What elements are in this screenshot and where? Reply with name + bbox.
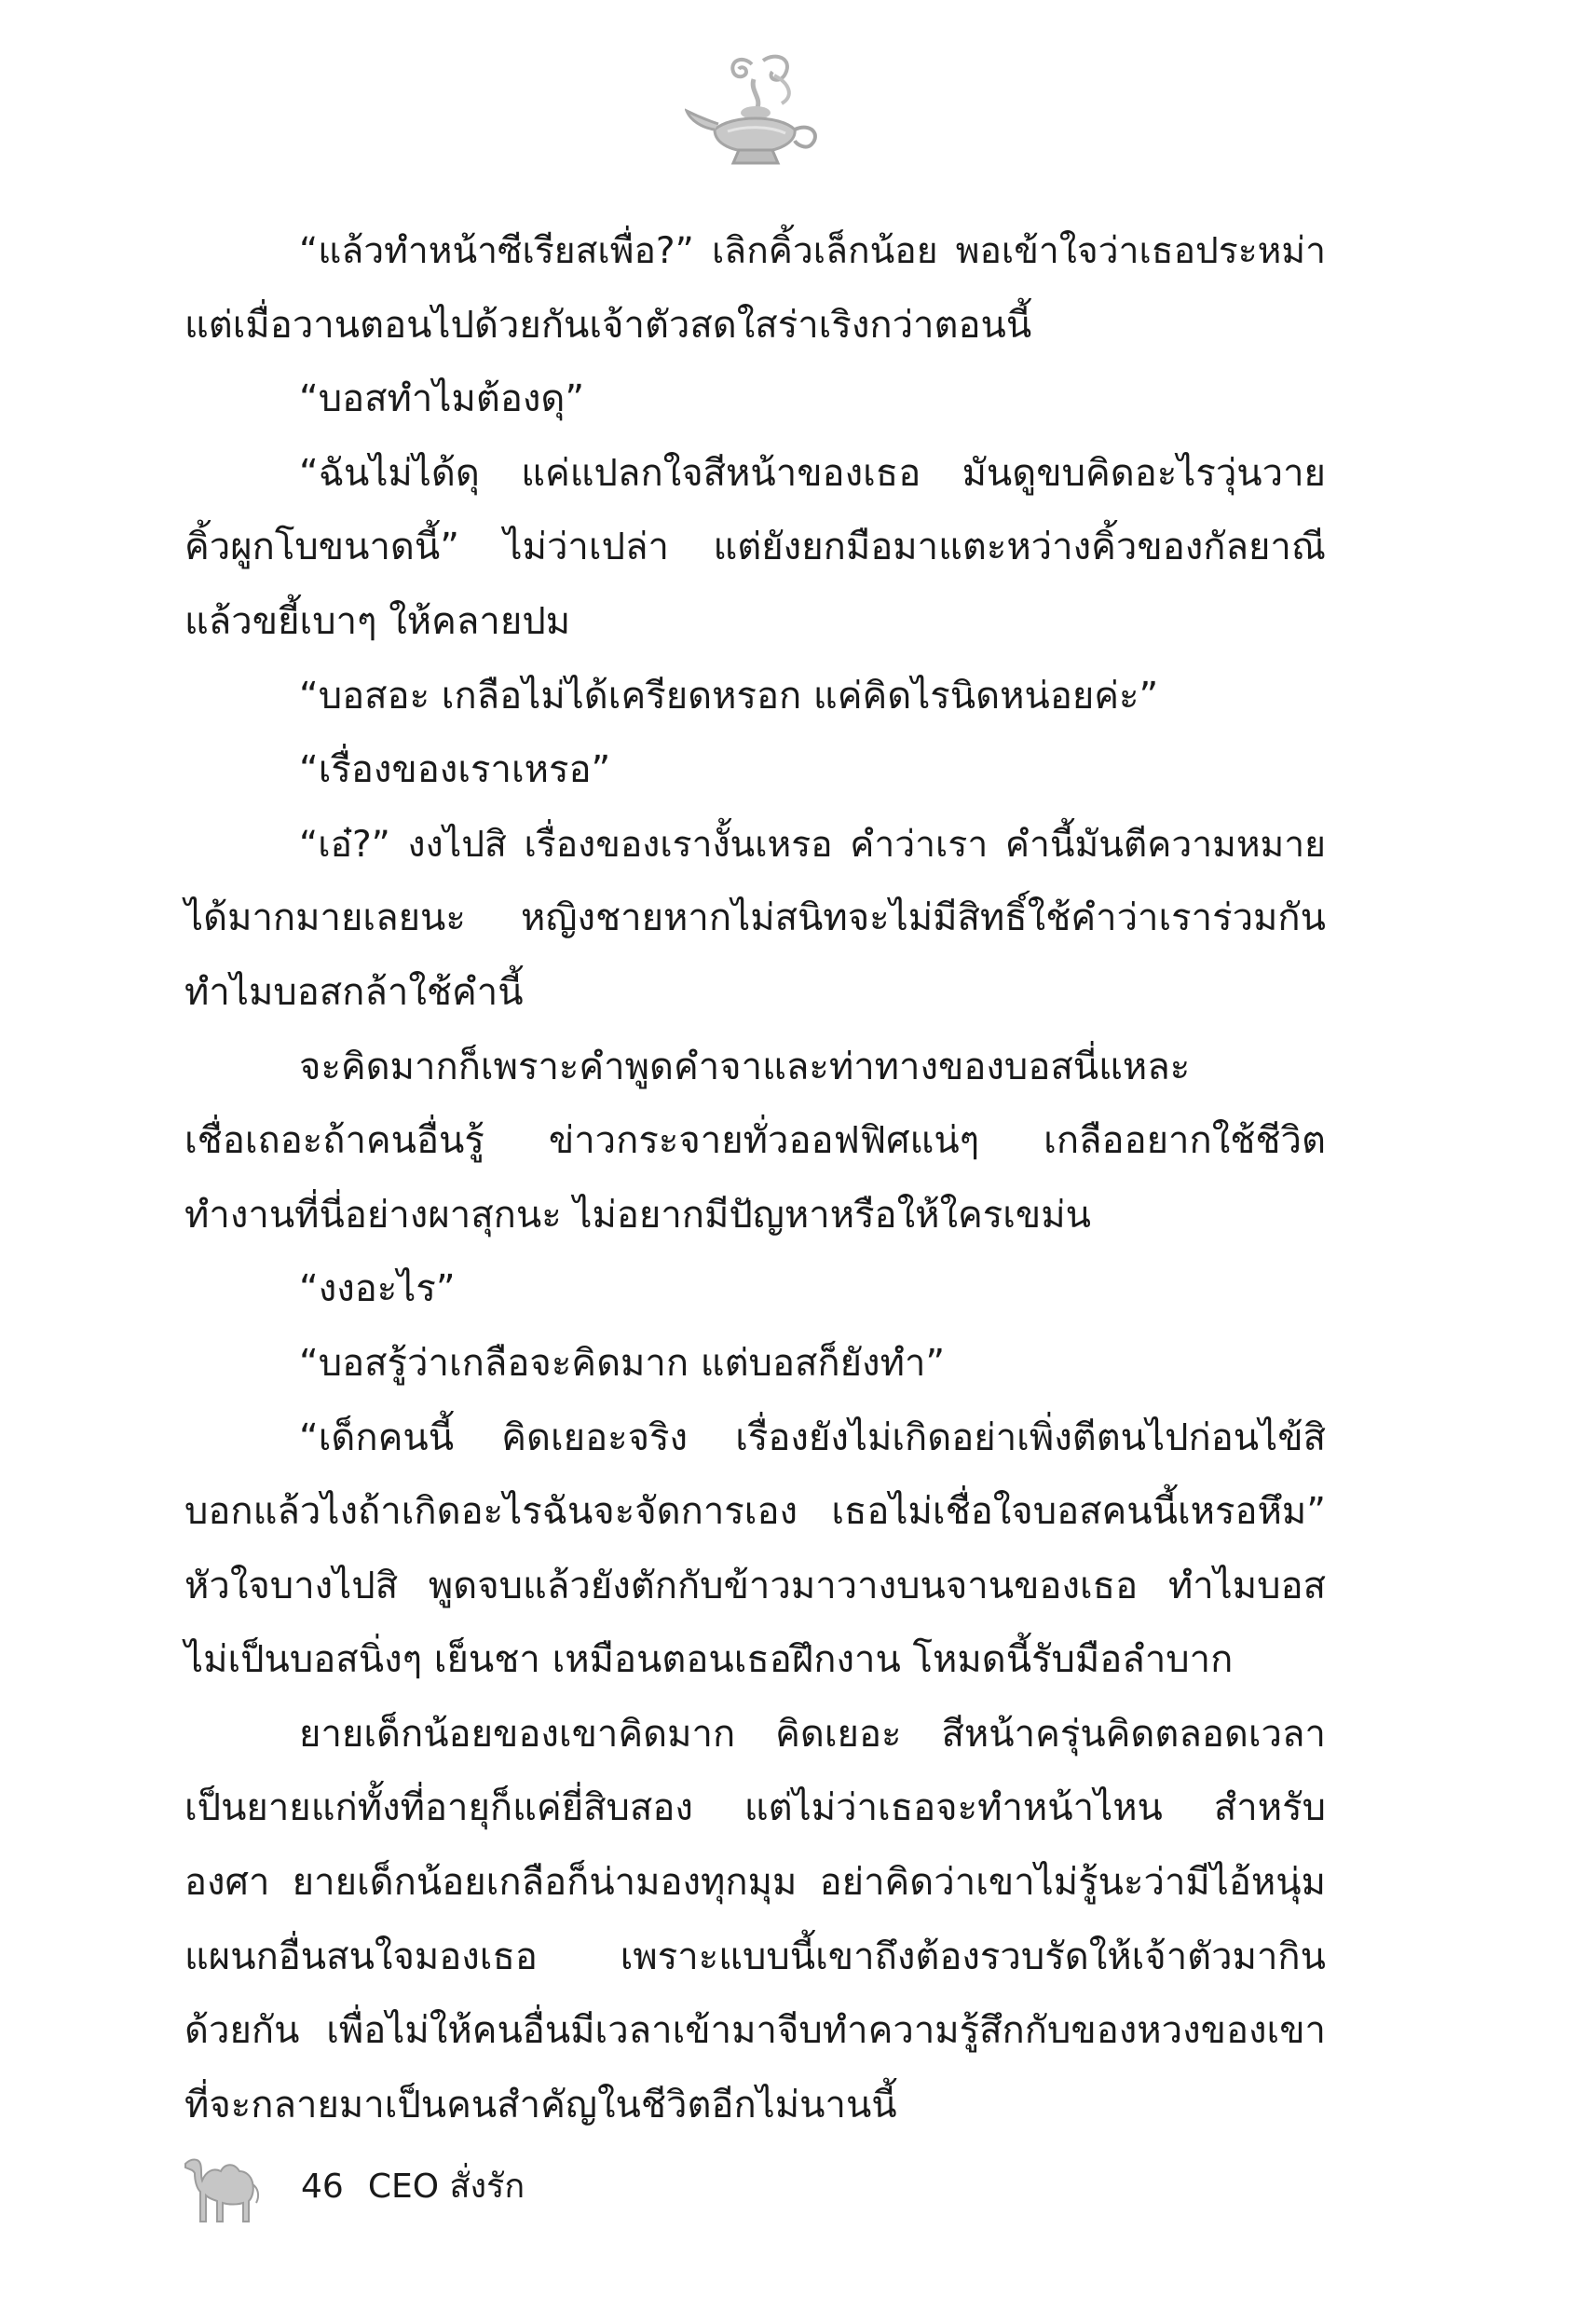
text-line: เชื่อเถอะถ้าคนอื่นรู้ ข่าวกระจายทั่วออฟฟิศแน่ๆ เกลืออยากใช้ชีวิต: [184, 1119, 1326, 1163]
text-line: แต่เมื่อวานตอนไปด้วยกันเจ้าตัวสดใสร่าเริงกว่าตอนนี้: [184, 303, 1032, 347]
book-title: CEO สั่งรัก: [367, 2167, 525, 2206]
text-line: ยายเด็กน้อยของเขาคิดมาก คิดเยอะ สีหน้าครุ่นคิดตลอดเวลา: [299, 1712, 1326, 1756]
text-line: องศา ยายเด็กน้อยเกลือก็น่ามองทุกมุม อย่าคิดว่าเขาไม่รู้นะว่ามีไอ้หนุ่ม: [184, 1861, 1326, 1905]
text-line: บอกแล้วไงถ้าเกิดอะไรฉันจะจัดการเอง เธอไม่เชื่อใจบอสคนนี้เหรอหึม”: [184, 1490, 1326, 1534]
page-number: 46: [301, 2167, 344, 2206]
footer-label: [301, 2164, 525, 2210]
text-line: “งงอะไร”: [299, 1267, 456, 1311]
text-line: แล้วขยี้เบาๆ ให้คลายปม: [184, 599, 571, 643]
text-line: “เรื่องของเราเหรอ”: [299, 748, 611, 792]
text-line: จะคิดมากก็เพราะคำพูดคำจาและท่าทางของบอสนี่แหละ: [299, 1045, 1191, 1088]
text-line: ทำไมบอสกล้าใช้คำนี้: [184, 970, 524, 1014]
text-line: ไม่เป็นบอสนิ่งๆ เย็นชา เหมือนตอนเธอฝึกงาน โหมดนี้รับมือลำบาก: [184, 1638, 1234, 1682]
text-line: “เด็กคนนี้ คิดเยอะจริง เรื่องยังไม่เกิดอย่าเพิ่งตีตนไปก่อนไข้สิ: [299, 1415, 1326, 1459]
text-line: คิ้วผูกโบขนาดนี้” ไม่ว่าเปล่า แต่ยังยกมือมาแตะหว่างคิ้วของกัลยาณี: [184, 526, 1326, 569]
text-line: ทำงานที่นี่อย่างผาสุกนะ ไม่อยากมีปัญหาหรือให้ใครเขม่น: [184, 1193, 1091, 1237]
page-footer: [182, 2143, 834, 2227]
text-line: ได้มากมายเลยนะ หญิงชายหากไม่สนิทจะไม่มีสิทธิ์ใช้คำว่าเราร่วมกัน: [184, 896, 1326, 940]
text-line: “เอ๋?” งงไปสิ เรื่องของเรางั้นเหรอ คำว่าเรา คำนี้มันตีความหมาย: [299, 823, 1326, 866]
text-line: หัวใจบางไปสิ พูดจบแล้วยังตักกับข้าวมาวางบนจานของเธอ ทำไมบอส: [184, 1564, 1326, 1607]
text-line: แผนกอื่นสนใจมองเธอ เพราะแบบนี้เขาถึงต้องรวบรัดให้เจ้าตัวมากิน: [184, 1935, 1326, 1978]
text-line: “แล้วทำหน้าซีเรียสเพื่อ?” เลิกคิ้วเล็กน้อย พอเข้าใจว่าเธอประหม่า: [299, 230, 1326, 272]
genie-lamp-icon: [685, 51, 825, 172]
text-line: “บอสทำไมต้องดุ”: [299, 377, 585, 421]
text-line: ที่จะกลายมาเป็นคนสำคัญในชีวิตอีกไม่นานนี้: [184, 2083, 897, 2126]
text-line: “บอสรู้ว่าเกลือจะคิดมาก แต่บอสก็ยังทำ”: [299, 1341, 946, 1385]
camel-icon: [182, 2143, 266, 2227]
body-text: [184, 214, 1326, 2142]
text-line: “บอสอะ เกลือไม่ได้เครียดหรอก แค่คิดไรนิดหน่อยค่ะ”: [299, 674, 1159, 718]
text-line: “ฉันไม่ได้ดุ แค่แปลกใจสีหน้าของเธอ มันดูขบคิดอะไรวุ่นวาย: [299, 451, 1326, 495]
text-line: เป็นยายแก่ทั้งที่อายุก็แค่ยี่สิบสอง แต่ไม่ว่าเธอจะทำหน้าไหน สำหรับ: [184, 1786, 1326, 1830]
text-line: ด้วยกัน เพื่อไม่ให้คนอื่นมีเวลาเข้ามาจีบทำความรู้สึกกับของหวงของเขา: [184, 2009, 1326, 2053]
